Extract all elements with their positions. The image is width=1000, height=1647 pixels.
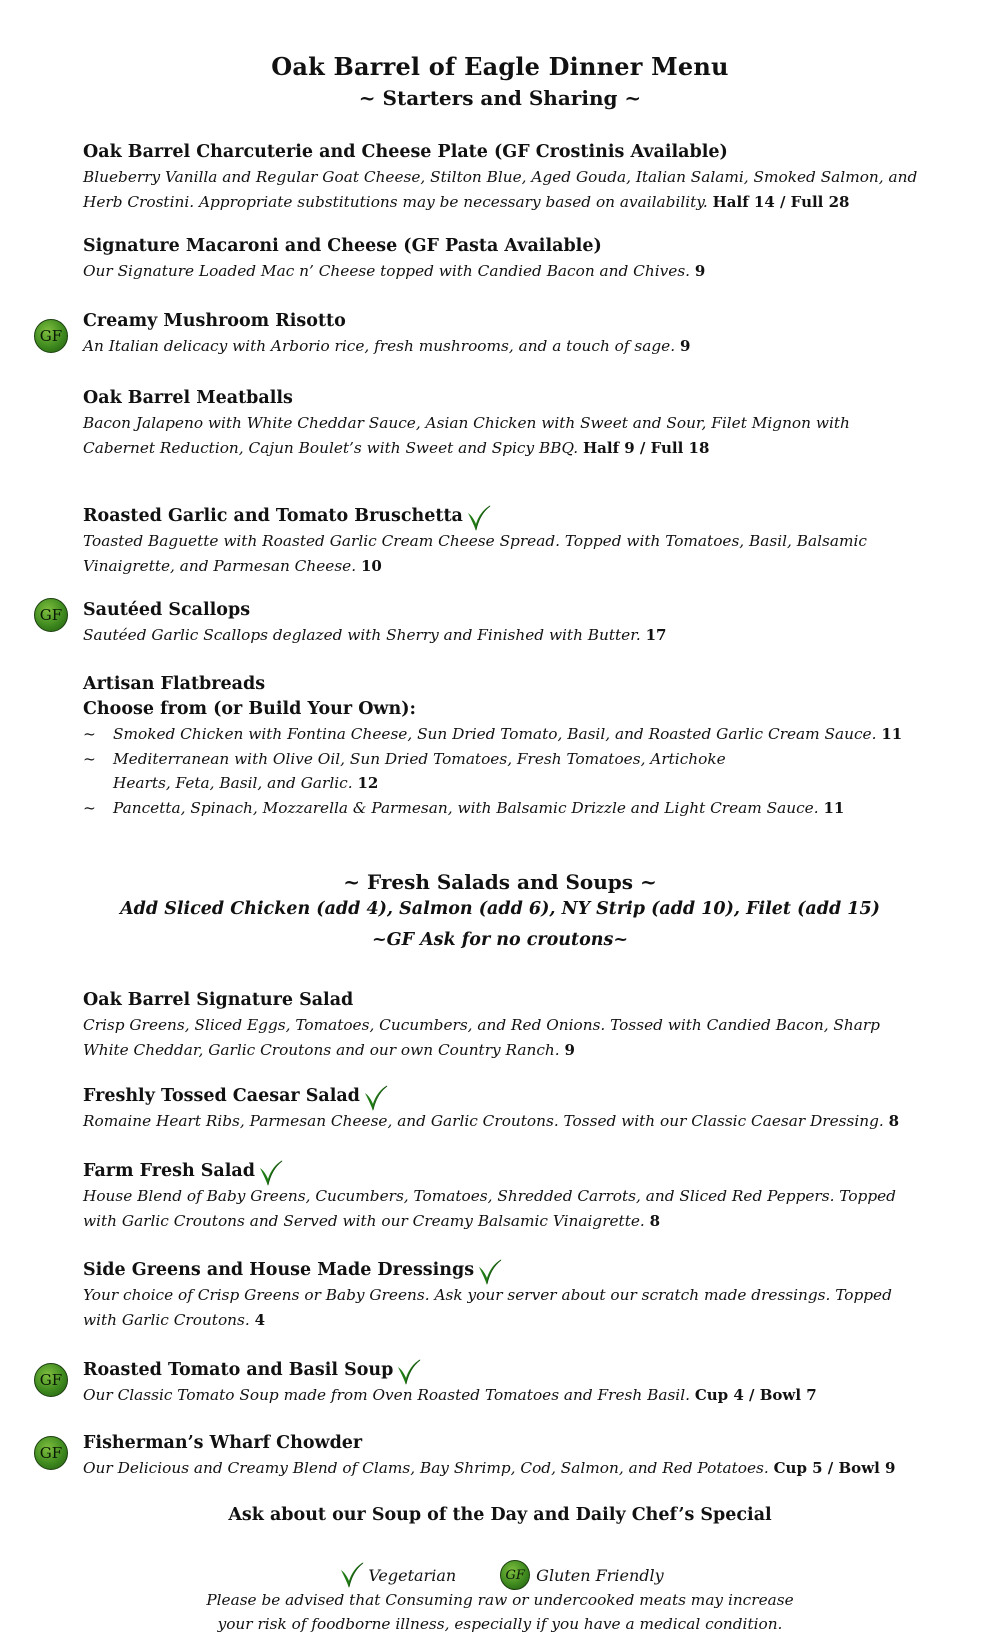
item-description: Our Signature Loaded Mac n’ Cheese topped with Candied Bacon and Chives. 9 [83,262,706,280]
item-price: 4 [254,1310,266,1329]
item-price: 8 [649,1211,661,1230]
list-item: ~ Mediterranean with Olive Oil, Sun Dried Tomatoes, Fresh Tomatoes, Artichoke Hearts, Feta, Basil, and Garlic. 12 [83,749,726,792]
item-name: Roasted Tomato and Basil Soup [83,1358,923,1383]
item-name: Side Greens and House Made Dressings [83,1258,923,1283]
item-name: Signature Macaroni and Cheese (GF Pasta Available) [83,236,602,256]
vegetarian-leaf-icon [338,1560,366,1590]
menu-item-bruschetta [83,504,923,578]
vegetarian-leaf-icon [476,1257,504,1287]
menu-item-farm-fresh-salad [83,1159,923,1233]
flatbread-subheading: Choose from (or Build Your Own): [83,699,416,719]
item-price: 17 [645,626,667,644]
item-description: Our Delicious and Creamy Blend of Clams, Bay Shrimp, Cod, Salmon, and Red Potatoes. Cup 5 / Bowl 9 [83,1459,896,1477]
item-price: Cup 5 / Bowl 9 [773,1459,896,1477]
item-price: 10 [360,556,382,575]
item-name: Fisherman’s Wharf Chowder [83,1433,363,1453]
menu-item-meatballs [83,386,923,460]
food-safety-warning: Please be advised that Consuming raw or undercooked meats may increase your risk of foodborne illness, especially if you have a medical condition. [206,1591,794,1633]
gluten-friendly-badge-icon: GF [34,1363,68,1397]
menu-item-caesar-salad [83,1084,923,1134]
item-name: Freshly Tossed Caesar Salad [83,1084,923,1109]
item-description: Blueberry Vanilla and Regular Goat Cheese, Stilton Blue, Aged Gouda, Italian Salami, Smoked Salmon, and Herb Crostini. Appropriate substitutions may be necessary based on availability. Half 14 / Full 28 [83,168,918,211]
gluten-friendly-badge-icon: GF [34,319,68,353]
item-name: Roasted Garlic and Tomato Bruschetta [83,504,923,529]
gluten-friendly-badge-icon: GF [34,598,68,632]
item-name: Sautéed Scallops [83,600,251,620]
legend-gluten-friendly-label: Gluten Friendly [536,1565,664,1585]
item-price: Half 9 / Full 18 [583,438,710,457]
flatbread-options [83,722,923,820]
item-price: 9 [694,262,706,280]
gluten-friendly-badge-icon: GF [34,1436,68,1470]
item-price: Half 14 / Full 28 [712,192,850,211]
item-description: Toasted Baguette with Roasted Garlic Cream Cheese Spread. Topped with Tomatoes, Basil, Balsamic Vinaigrette, and Parmesan Cheese. 10 [83,532,867,575]
legend-vegetarian-label: Vegetarian [368,1565,457,1585]
menu-item-tomato-basil-soup [83,1358,923,1408]
menu-item-flatbreads [83,672,923,820]
item-price: 8 [888,1112,900,1130]
legend [0,1560,1000,1590]
menu-item-scallops [83,598,923,648]
list-item: ~ Smoked Chicken with Fontina Cheese, Sun Dried Tomato, Basil, and Roasted Garlic Cream Sauce. 11 [83,725,903,743]
item-description: Romaine Heart Ribs, Parmesan Cheese, and Garlic Croutons. Tossed with our Classic Caesar Dressing. 8 [83,1112,900,1130]
item-name: Oak Barrel Signature Salad [83,990,354,1010]
legend-vegetarian [336,1560,456,1590]
soup-of-the-day-note: Ask about our Soup of the Day and Daily Chef’s Special [228,1505,772,1525]
item-price: 9 [564,1040,575,1059]
gluten-friendly-badge-icon: GF [500,1560,530,1590]
item-description: House Blend of Baby Greens, Cucumbers, Tomatoes, Shredded Carrots, and Sliced Red Peppers. Topped with Garlic Croutons and Served with our Creamy Balsamic Vinaigrette. 8 [83,1187,896,1230]
item-name: Farm Fresh Salad [83,1159,923,1184]
menu-item-side-greens [83,1258,923,1332]
item-description: Crisp Greens, Sliced Eggs, Tomatoes, Cucumbers, and Red Onions. Tossed with Candied Bacon, Sharp White Cheddar, Garlic Croutons and our own Country Ranch. 9 [83,1016,880,1059]
item-description: An Italian delicacy with Arborio rice, fresh mushrooms, and a touch of sage. 9 [83,337,691,355]
menu-item-chowder [83,1431,923,1481]
menu-title: Oak Barrel of Eagle Dinner Menu [271,52,729,81]
item-description: Your choice of Crisp Greens or Baby Greens. Ask your server about our scratch made dressings. Topped with Garlic Croutons. 4 [83,1286,892,1329]
item-description: Our Classic Tomato Soup made from Oven Roasted Tomatoes and Fresh Basil. Cup 4 / Bowl 7 [83,1386,817,1404]
menu-item-mac-and-cheese [83,234,923,284]
item-name: Oak Barrel Meatballs [83,388,293,408]
starters-heading: ~ Starters and Sharing ~ [358,86,642,110]
legend-gluten-friendly [500,1560,664,1590]
vegetarian-leaf-icon [362,1083,390,1113]
item-price: 9 [679,337,691,355]
item-name: Creamy Mushroom Risotto [83,311,346,331]
menu-item-signature-salad [83,988,923,1062]
vegetarian-leaf-icon [395,1357,423,1387]
menu-item-mushroom-risotto [83,309,923,359]
item-name: Artisan Flatbreads [83,674,266,694]
salads-heading: ~ Fresh Salads and Soups ~ [343,870,657,894]
item-name: Oak Barrel Charcuterie and Cheese Plate (GF Crostinis Available) [83,142,728,162]
salad-add-ons: Add Sliced Chicken (add 4), Salmon (add 6), NY Strip (add 10), Filet (add 15) [120,899,880,919]
item-description: Sautéed Garlic Scallops deglazed with Sherry and Finished with Butter. 17 [83,626,667,644]
item-description: Bacon Jalapeno with White Cheddar Sauce, Asian Chicken with Sweet and Sour, Filet Mignon with Cabernet Reduction, Cajun Boulet’s with Sweet and Spicy BBQ. Half 9 / Full 18 [83,414,850,457]
list-item: ~ Pancetta, Spinach, Mozzarella & Parmesan, with Balsamic Drizzle and Light Cream Sauce. 11 [83,798,845,817]
vegetarian-leaf-icon [257,1158,285,1188]
item-price: Cup 4 / Bowl 7 [694,1386,817,1404]
vegetarian-leaf-icon [465,503,493,533]
salad-gf-note: ~GF Ask for no croutons~ [371,930,629,950]
menu-item-charcuterie [83,140,923,214]
